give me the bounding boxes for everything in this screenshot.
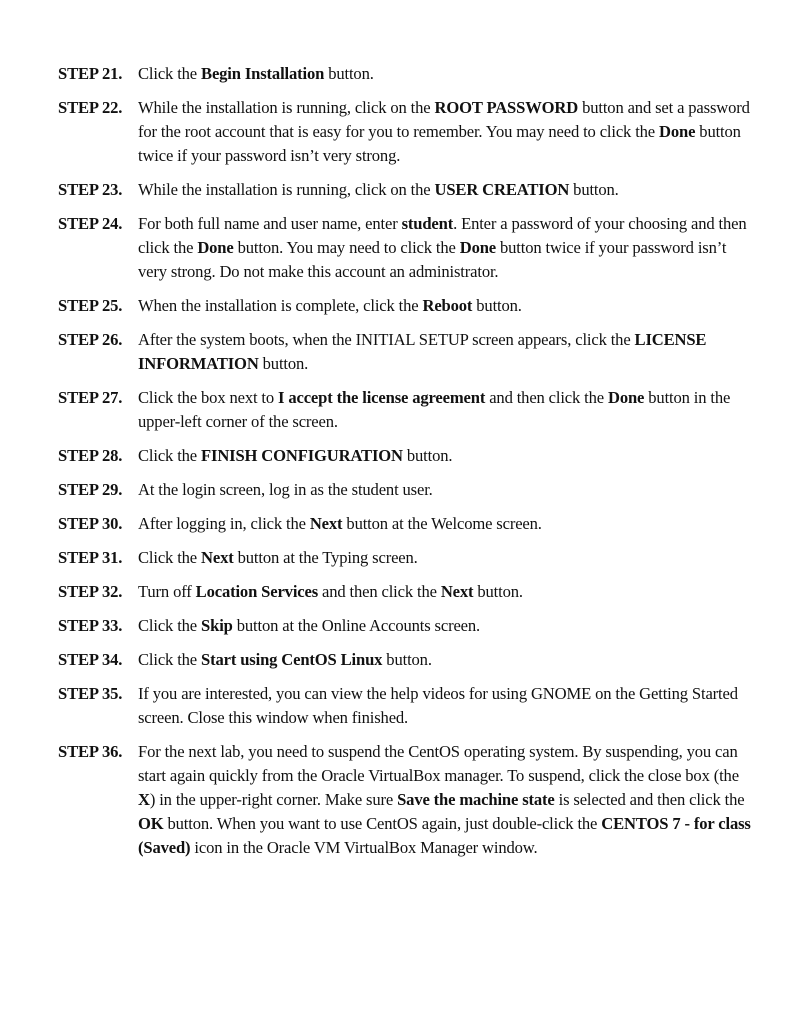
step-text-emphasis: Begin Installation [201,64,325,83]
step-paragraph [58,294,751,318]
step-label: STEP 28. [58,446,123,465]
step-text-emphasis: FINISH CONFIGURATION [201,446,403,465]
step-text [138,444,751,468]
step-text-run: ) in the upper-right corner. Make sure [149,790,398,809]
step-text [138,580,751,604]
step-text-run: button. [402,446,453,465]
step-text-emphasis: USER CREATION [434,180,570,199]
step-text-run: button. [472,296,522,315]
step-text-run: button at the Welcome screen. [342,514,542,533]
step-text-run: button. When you want to use CentOS again, just double-click the [163,814,602,833]
step-text [138,294,751,318]
step-paragraph [58,648,751,672]
step-text [138,546,751,570]
step-text-emphasis: Start using CentOS Linux [201,650,383,669]
step-text [138,62,751,86]
step-paragraph [58,212,751,284]
step-text-emphasis: Next [440,582,474,601]
step-text [138,178,751,202]
step-text-run: Turn off [138,582,196,601]
step-text-emphasis: Done [608,388,645,407]
step-text-run: Click the [138,616,202,635]
step-text-run: Click the box next to [138,388,279,407]
step-label: STEP 32. [58,582,123,601]
step-text-run: is selected and then click the [554,790,745,809]
step-text-run: At the login screen, log in as the student user. [138,480,433,499]
step-paragraph [58,512,751,536]
step-text-emphasis: Next [309,514,343,533]
step-label: STEP 36. [58,742,123,761]
step-text-run: When the installation is complete, click the [138,296,423,315]
step-text [138,386,751,434]
step-text-emphasis: Location Services [195,582,319,601]
step-text-run: button at the Online Accounts screen. [232,616,481,635]
step-label: STEP 34. [58,650,123,669]
step-text [138,96,751,168]
step-text-run: After logging in, click the [138,514,310,533]
step-text-run: button and set a password for the root account that is easy for you to remember. You may need to click the [138,98,750,141]
step-text-run: While the installation is running, click on the [138,98,435,117]
step-text-run: button. [324,64,374,83]
step-text [138,212,751,284]
step-text-emphasis: Save the machine state [397,790,555,809]
step-label: STEP 35. [58,684,123,703]
step-paragraph [58,386,751,434]
step-text-emphasis: CENTOS 7 - for class (Saved) [138,814,751,857]
step-text-run: and then click the [318,582,441,601]
step-text-run: button. [258,354,309,373]
step-text-emphasis: ROOT PASSWORD [434,98,579,117]
step-label: STEP 26. [58,330,123,349]
step-label: STEP 31. [58,548,123,567]
step-text-run: button twice if your password isn’t very strong. [138,122,741,165]
step-label: STEP 27. [58,388,123,407]
step-text-emphasis: Done [459,238,497,257]
step-text-run: For the next lab, you need to suspend the CentOS operating system. By suspending, you can start again quickly from the Oracle VirtualBox manager. To suspend, click the close box (the [138,742,739,785]
step-text-run: button. [473,582,523,601]
step-text [138,648,751,672]
step-paragraph [58,328,751,376]
step-text-emphasis: Skip [201,616,233,635]
step-paragraph [58,96,751,168]
step-label: STEP 22. [58,98,123,117]
step-paragraph [58,580,751,604]
step-label: STEP 21. [58,64,123,83]
step-paragraph [58,546,751,570]
step-text-run: While the installation is running, click on the [138,180,435,199]
step-text-run: button in the upper-left corner of the screen. [138,388,731,431]
step-text-emphasis: OK [138,814,164,833]
step-text-run: After the system boots, when the INITIAL SETUP screen appears, click the [138,330,635,349]
step-paragraph [58,62,751,86]
step-label: STEP 30. [58,514,123,533]
step-label: STEP 24. [58,214,123,233]
step-text-run: icon in the Oracle VM VirtualBox Manager window. [190,838,538,857]
step-text-run: Click the [138,64,202,83]
step-text-run: If you are interested, you can view the help videos for using GNOME on the Getting Started screen. Close this window when finished. [138,684,738,727]
step-paragraph [58,178,751,202]
step-text-emphasis: I accept the license agreement [278,388,486,407]
step-text [138,478,751,502]
step-text [138,614,751,638]
step-text [138,512,751,536]
step-text-run: Click the [138,446,202,465]
step-label: STEP 23. [58,180,123,199]
step-text-run: button twice if your password isn’t very strong. Do not make this account an administrator. [138,238,727,281]
step-label: STEP 33. [58,616,123,635]
step-text-emphasis: Reboot [422,296,473,315]
step-text-emphasis: Done [197,238,234,257]
step-text-run: button. [569,180,619,199]
step-text-emphasis: student [401,214,454,233]
step-label: STEP 29. [58,480,123,499]
step-paragraph [58,682,751,730]
step-text-run: button. You may need to click the [233,238,460,257]
step-text-emphasis: Done [659,122,696,141]
step-text-run: button at the Typing screen. [233,548,418,567]
step-text [138,682,751,730]
step-paragraph [58,478,751,502]
step-paragraph [58,614,751,638]
step-paragraph [58,740,751,860]
step-text-run: For both full name and user name, enter [138,214,402,233]
step-text-run: Click the [138,548,202,567]
step-text-emphasis: Next [201,548,234,567]
step-text-run: Click the [138,650,202,669]
step-text-emphasis: X [138,790,150,809]
step-text [138,740,751,860]
step-paragraph [58,444,751,468]
step-text-run: and then click the [485,388,608,407]
step-text [138,328,751,376]
step-text-emphasis: LICENSE INFORMATION [138,330,707,373]
step-text-run: button. [382,650,432,669]
step-label: STEP 25. [58,296,123,315]
step-text-run: . Enter a password of your choosing and then click the [138,214,747,257]
